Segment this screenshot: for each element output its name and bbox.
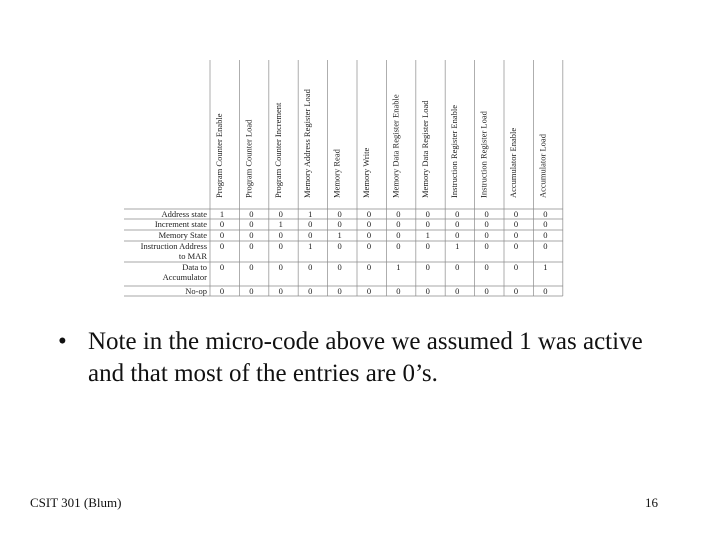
- table-cell: 0: [513, 209, 519, 219]
- table-cell: 0: [484, 286, 489, 296]
- table-cell: 0: [366, 219, 372, 229]
- column-header: Program Counter Increment: [272, 102, 283, 198]
- table-cell: 1: [396, 262, 401, 272]
- column-header: Memory Data Register Enable: [390, 94, 401, 198]
- table-cell: 0: [366, 262, 372, 272]
- table-cell: 0: [425, 241, 430, 251]
- table-cell: 1: [543, 262, 548, 272]
- table-cell: 0: [278, 209, 283, 219]
- table-cell: 0: [278, 262, 283, 272]
- table-cell: 0: [455, 286, 460, 296]
- table-cell: 0: [337, 241, 342, 251]
- table-cell: 0: [337, 286, 342, 296]
- table-cell: 0: [249, 219, 254, 229]
- table-cell: 0: [396, 286, 401, 296]
- table-cell: 0: [455, 209, 460, 219]
- table-cell: 1: [337, 230, 342, 240]
- row-label: Data to: [182, 262, 207, 272]
- table-cell: 0: [366, 286, 372, 296]
- table-cell: 0: [484, 241, 489, 251]
- table-cell: 0: [425, 219, 430, 229]
- table-cell: 0: [513, 241, 519, 251]
- table-cell: 0: [543, 219, 548, 229]
- column-header: Accumulator Enable: [508, 127, 518, 198]
- table-cell: 1: [455, 241, 460, 251]
- table-cell: 0: [219, 230, 225, 240]
- table-cell: 0: [308, 286, 313, 296]
- table-cell: 0: [308, 262, 313, 272]
- table-cell: 1: [308, 209, 313, 219]
- column-header: Memory Data Register Load: [419, 100, 430, 198]
- row-label: Increment state: [154, 219, 207, 229]
- table-cell: 0: [366, 230, 372, 240]
- table-cell: 0: [484, 209, 489, 219]
- table-cell: 0: [484, 230, 489, 240]
- table-cell: 0: [337, 262, 342, 272]
- table-cell: 0: [366, 209, 372, 219]
- table-cell: 0: [249, 286, 254, 296]
- row-label: Accumulator: [162, 272, 207, 282]
- table-cell: 0: [543, 286, 548, 296]
- bullet-text: Note in the micro-code above we assumed 1 was active and that most of the entries are 0’s.: [88, 328, 643, 387]
- table-cell: 0: [513, 230, 519, 240]
- column-header: Instruction Register Load: [478, 111, 489, 198]
- row-label: No-op: [185, 286, 207, 296]
- column-header: Program Counter Enable: [214, 113, 224, 198]
- table-cell: 0: [543, 241, 548, 251]
- table-cell: 0: [249, 209, 254, 219]
- footer-course: CSIT 301 (Blum): [30, 495, 122, 510]
- table-cell: 0: [278, 241, 283, 251]
- column-header: Accumulator Load: [537, 134, 548, 198]
- table-cell: 0: [337, 209, 342, 219]
- table-cell: 0: [543, 230, 548, 240]
- table-cell: 0: [219, 241, 225, 251]
- table-cell: 0: [484, 219, 489, 229]
- table-cell: 0: [249, 241, 254, 251]
- column-header: Memory Read: [331, 149, 342, 198]
- table-cell: 0: [425, 209, 430, 219]
- table-cell: 0: [366, 241, 372, 251]
- table-cell: 0: [337, 219, 342, 229]
- table-cell: 0: [425, 262, 430, 272]
- table-cell: 0: [396, 230, 401, 240]
- column-header: Memory Address Register Load: [302, 89, 313, 198]
- table-cell: 0: [543, 209, 548, 219]
- table-cell: 0: [455, 230, 460, 240]
- bullet-point: [58, 326, 678, 390]
- table-cell: 1: [308, 241, 313, 251]
- table-cell: 0: [425, 286, 430, 296]
- table-cell: 0: [278, 286, 283, 296]
- row-label: to MAR: [178, 251, 207, 261]
- table-cell: 0: [513, 219, 519, 229]
- table-cell: 1: [219, 209, 225, 219]
- table-cell: 0: [396, 219, 401, 229]
- table-cell: 0: [396, 209, 401, 219]
- table-cell: 0: [396, 241, 401, 251]
- table-cell: 0: [278, 230, 283, 240]
- column-header: Memory Write: [361, 147, 371, 198]
- row-label: Memory State: [158, 230, 207, 240]
- table-cell: 0: [219, 219, 225, 229]
- table-cell: 0: [308, 219, 313, 229]
- table-cell: 0: [455, 219, 460, 229]
- column-header: Instruction Register Enable: [449, 104, 460, 198]
- row-label: Address state: [161, 209, 207, 219]
- table-cell: 0: [513, 286, 519, 296]
- table-cell: 0: [219, 262, 225, 272]
- table-cell: 0: [484, 262, 489, 272]
- table-cell: 0: [219, 286, 225, 296]
- column-header: Program Counter Load: [243, 119, 254, 198]
- table-cell: 0: [455, 262, 460, 272]
- table-cell: 1: [425, 230, 430, 240]
- table-cell: 0: [513, 262, 519, 272]
- table-cell: 0: [249, 230, 254, 240]
- bullet-dot: •: [58, 328, 67, 355]
- table-cell: 0: [308, 230, 313, 240]
- footer-page-number: 16: [645, 495, 658, 510]
- table-cell: 0: [249, 262, 254, 272]
- row-label: Instruction Address: [140, 241, 207, 251]
- table-cell: 1: [278, 219, 283, 229]
